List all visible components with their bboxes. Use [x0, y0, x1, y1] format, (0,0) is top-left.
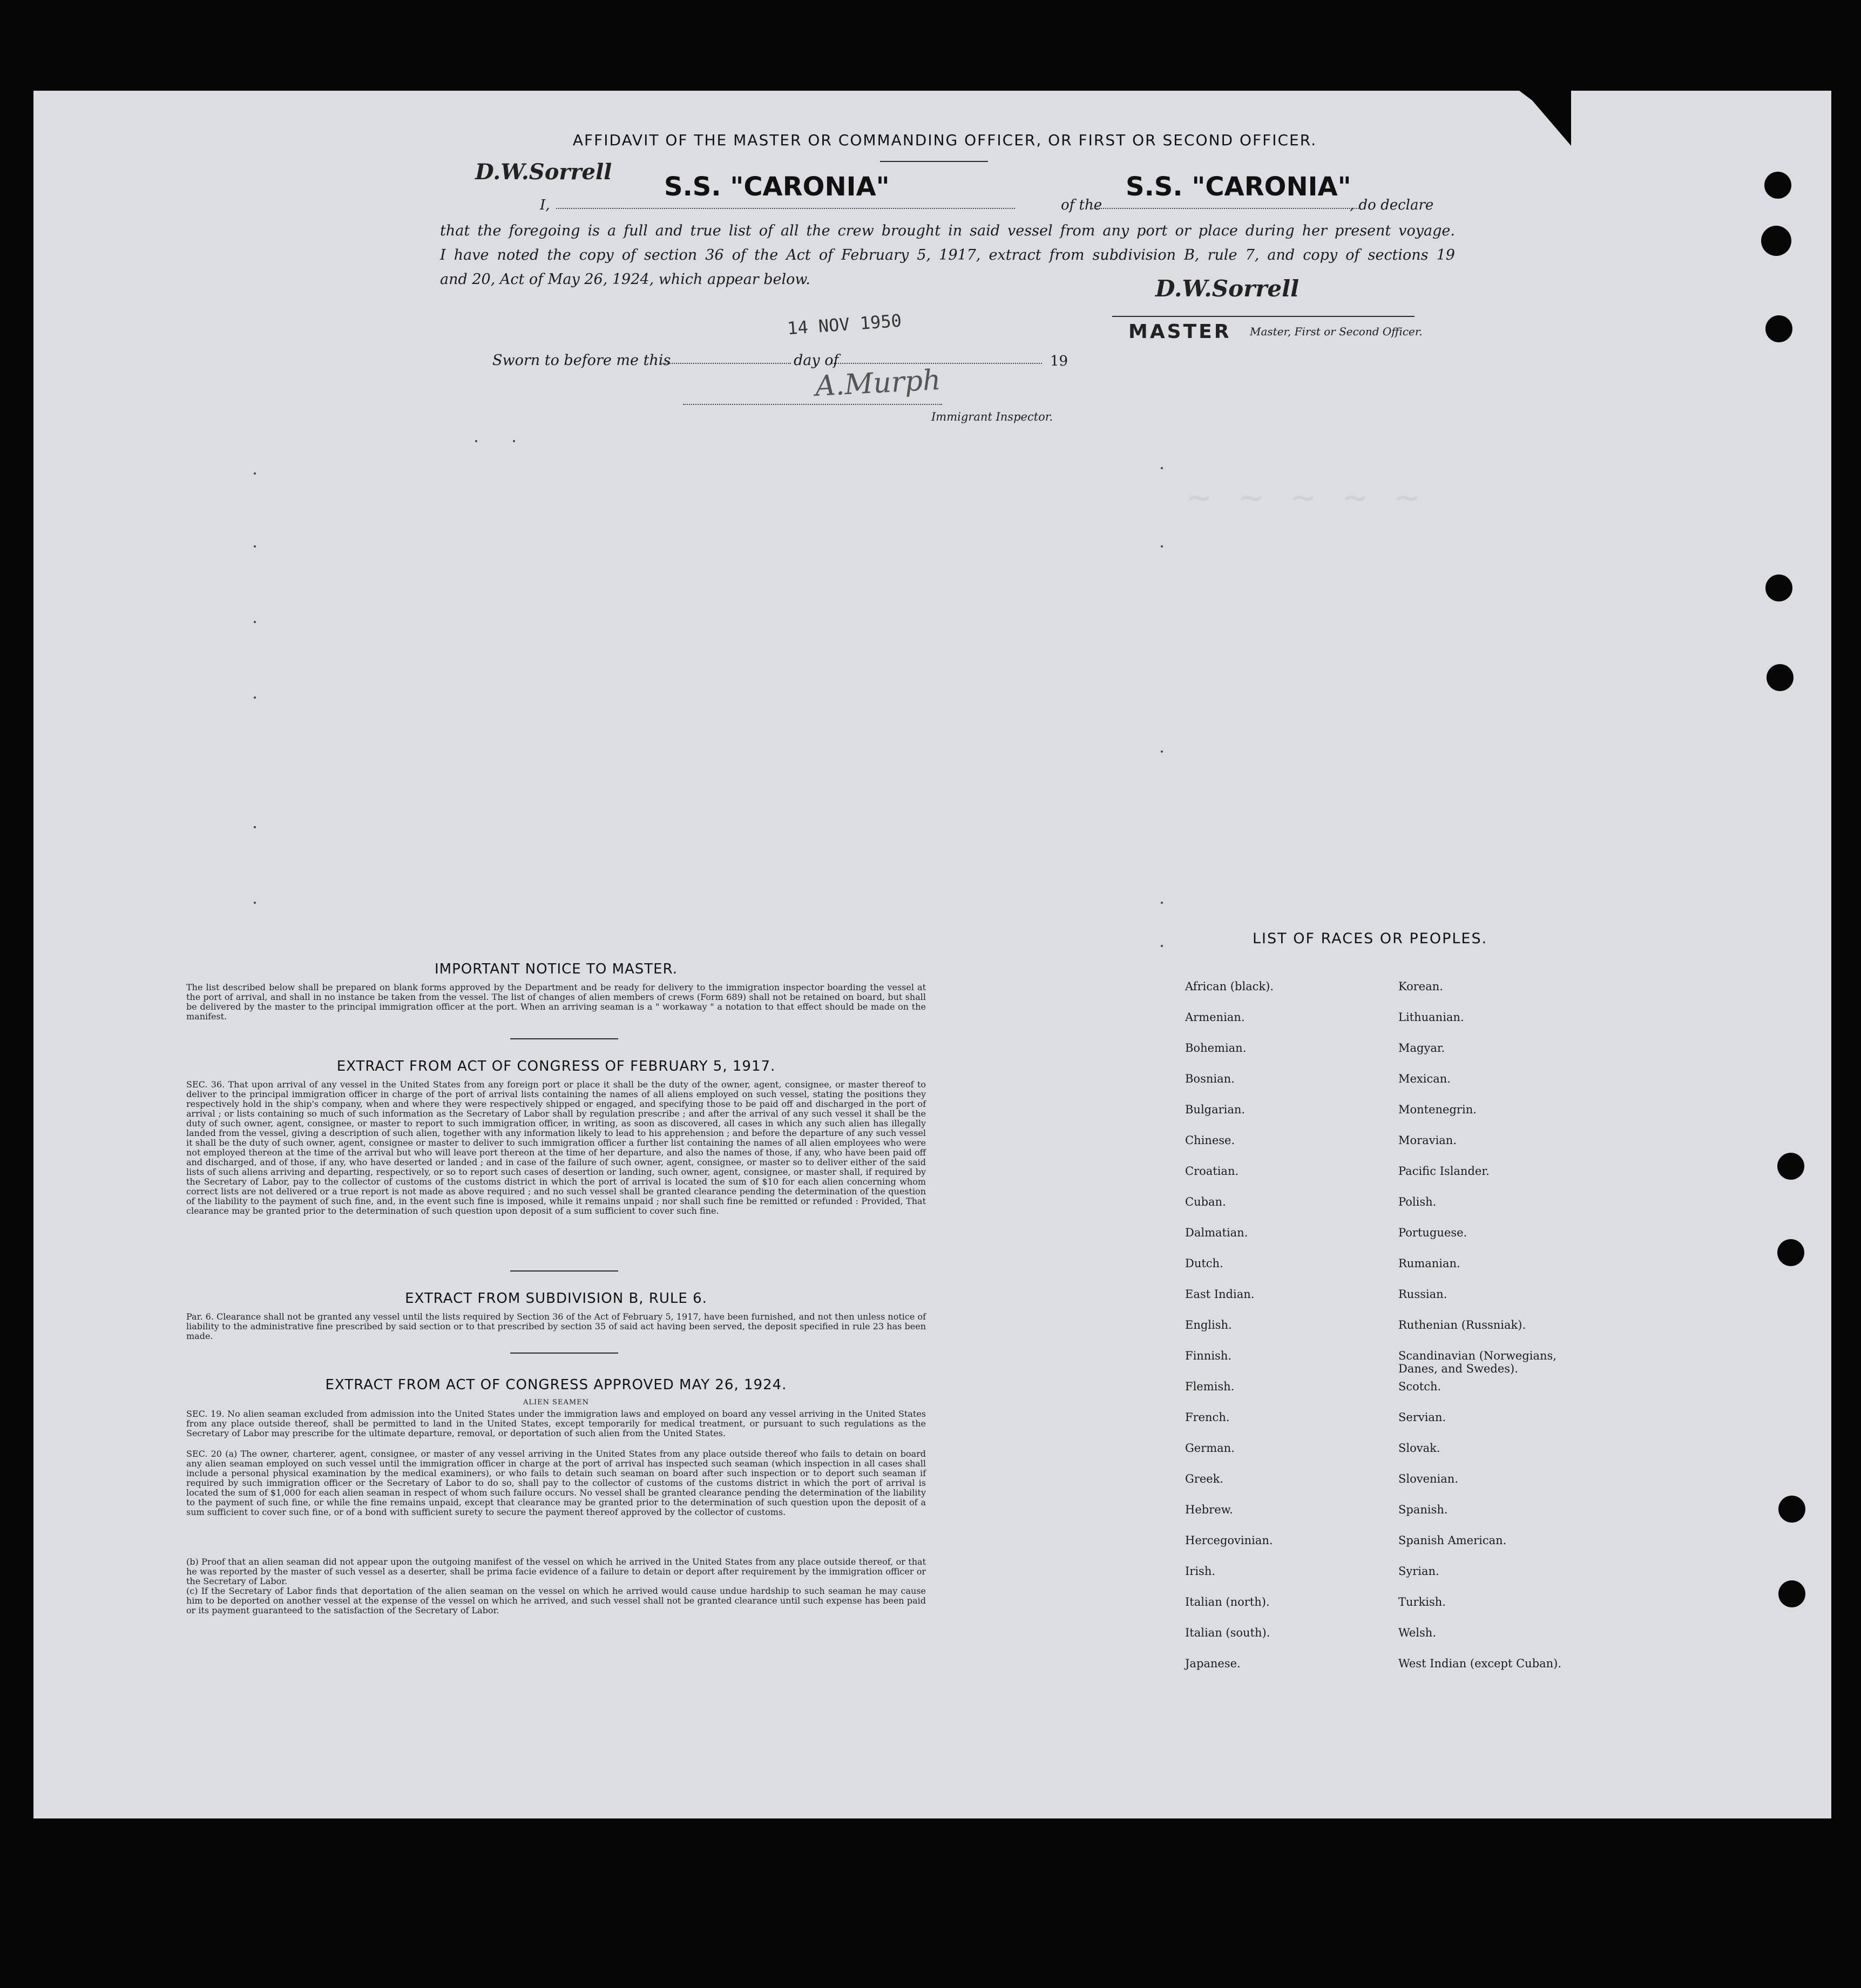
- race-item: Armenian.: [1185, 1011, 1245, 1024]
- race-item: Croatian.: [1185, 1165, 1239, 1178]
- race-item: Dalmatian.: [1185, 1226, 1248, 1239]
- bleed-through-mark: ~ ~ ~ ~ ~: [1188, 475, 1422, 519]
- race-item: Greek.: [1185, 1472, 1224, 1485]
- race-item: West Indian (except Cuban).: [1398, 1657, 1562, 1670]
- divider: [510, 1038, 618, 1039]
- speck: [1161, 902, 1163, 904]
- race-item: Slovenian.: [1398, 1472, 1458, 1485]
- race-item: Bohemian.: [1185, 1042, 1247, 1054]
- punch-hole: [1778, 1580, 1805, 1607]
- race-item: Finnish.: [1185, 1349, 1232, 1362]
- race-item: Cuban.: [1185, 1195, 1226, 1208]
- speck: [1161, 750, 1163, 753]
- race-item: Polish.: [1398, 1195, 1437, 1208]
- race-item: Turkish.: [1398, 1595, 1446, 1608]
- inspector-line: [683, 404, 942, 405]
- declaration-line-3: and 20, Act of May 26, 1924, which appear below.: [440, 271, 810, 288]
- race-item: Spanish American.: [1398, 1534, 1507, 1547]
- inspector-label: Immigrant Inspector.: [931, 410, 1053, 423]
- extract-rule6-title: EXTRACT FROM SUBDIVISION B, RULE 6.: [405, 1290, 707, 1307]
- affidavit-title: AFFIDAVIT OF THE MASTER OR COMMANDING OFFICER, OR FIRST OR SECOND OFFICER.: [572, 131, 1317, 149]
- date-stamp: 14 NOV 1950: [786, 310, 902, 339]
- race-item: Syrian.: [1398, 1565, 1439, 1578]
- race-item: French.: [1185, 1411, 1230, 1424]
- speck: [1161, 467, 1163, 469]
- race-item: Italian (south).: [1185, 1626, 1270, 1639]
- punch-hole: [1777, 1239, 1804, 1266]
- race-item: Mexican.: [1398, 1072, 1451, 1085]
- race-item: Montenegrin.: [1398, 1103, 1477, 1116]
- race-item: Portuguese.: [1398, 1226, 1467, 1239]
- extract-1917-text: SEC. 36. That upon arrival of any vessel in the United States from any foreign port or place it shall be the duty of the owner, agent, consignee, or master thereof to deliver to the principal immigration officer in charge of the port of arrival lists containing the names of all aliens employed on such vessel, stating the positions they respectively hold in the ship's company, when and where they were respectively shipped or engaged, and specifying those to be paid off and discharged in the port of arrival ; or lists containing so much of such information as the Secretary of Labor shall by regulation prescribe ; and after the arrival of any such vessel it shall be the duty of such owner, agent, consignee, or master to report to such immigration officer, in writing, as soon as discovered, all cases in which any such alien has illegally landed from the vessel, giving a description of such alien, together with any information likely to lead to his apprehension ; and before the departure of any such vessel it shall be the duty of such owner, agent, consignee or master to deliver to such immigration officer a further list containing the names of all alien employees who were not employed thereon at the time of the arrival but who will leave port thereon at the time of her departure, and also the names of those, if any, who have been paid off and discharged, and of those, if any, who have deserted or landed ; and in case of the failure of such owner, agent, consignee, or master so to deliver either of the said lists of such aliens arriving and departing, respectively, or so to report such cases of desertion or landing, such owner, agent, consignee, or master shall, if required by the Secretary of Labor, pay to the collector of customs of the customs district in which the port of arrival is located the sum of $10 for each alien concerning whom correct lists are not delivered or a true report is not made as above required ; and no such vessel shall be granted clearance pending the determination of the question of the liability to the payment of such fine, and, in the event such fine is imposed, while it remains unpaid ; nor shall such fine be remitted or refunded : Provided, That clearance may be granted prior to the determination of such question upon deposit of a sum sufficient to cover such fine.: [186, 1079, 926, 1216]
- sworn-label: Sworn to before me this: [492, 352, 671, 369]
- race-item: Italian (north).: [1185, 1595, 1270, 1608]
- race-item: Scandinavian (Norwegians, Danes, and Swedes).: [1398, 1349, 1557, 1375]
- notice-title: IMPORTANT NOTICE TO MASTER.: [434, 961, 678, 977]
- speck: [1161, 945, 1163, 947]
- divider: [510, 1353, 618, 1354]
- race-item: Slovak.: [1398, 1442, 1440, 1455]
- speck: [254, 902, 256, 904]
- day-of-label: day of: [794, 352, 839, 369]
- vessel-name-2: S.S. "CARONIA": [1126, 172, 1351, 202]
- speck: [513, 440, 515, 442]
- sec20c-text: (c) If the Secretary of Labor finds that deportation of the alien seaman on the vessel on which he arrived would cause undue hardship to such seaman he may cause him to be deported on another vessel at the expense of the vessel on which he arrived, and such vessel shall not be granted clearance until such expense has been paid or its payment guaranteed to the satisfaction of the Secretary of Labor.: [186, 1586, 926, 1615]
- speck: [254, 621, 256, 623]
- race-item: Korean.: [1398, 980, 1443, 993]
- master-stamp: MASTER: [1128, 321, 1231, 343]
- race-item: Flemish.: [1185, 1380, 1235, 1393]
- punch-hole: [1761, 226, 1791, 256]
- punch-hole: [1778, 1496, 1805, 1523]
- race-item: Spanish.: [1398, 1503, 1448, 1516]
- race-item: Bulgarian.: [1185, 1103, 1246, 1116]
- i-label: I,: [540, 197, 550, 213]
- race-item: Ruthenian (Russniak).: [1398, 1318, 1526, 1331]
- race-item: Bosnian.: [1185, 1072, 1235, 1085]
- race-item: Lithuanian.: [1398, 1011, 1464, 1024]
- race-item: Servian.: [1398, 1411, 1446, 1424]
- speck: [254, 697, 256, 699]
- race-item: Rumanian.: [1398, 1257, 1460, 1270]
- signature-line: [1112, 316, 1415, 317]
- do-declare-label: , do declare: [1350, 197, 1434, 213]
- race-item: Japanese.: [1185, 1657, 1241, 1670]
- extract-rule6-text: Par. 6. Clearance shall not be granted any vessel until the lists required by Section 36 of the Act of February 5, 1917, have been furnished, and not then unless notice of liability to the administrative fine prescribed by said section or to that prescribed by section 35 of said act having been served, the deposit specified in rule 23 has been made.: [186, 1311, 926, 1341]
- punch-hole: [1777, 1153, 1804, 1180]
- speck: [475, 440, 477, 442]
- name-line: [556, 208, 1015, 209]
- punch-hole: [1764, 172, 1791, 199]
- speck: [254, 826, 256, 828]
- declaration-line-1: that the foregoing is a full and true list of all the crew brought in said vessel from any port or place during her present voyage.: [440, 222, 1455, 239]
- punch-hole: [1765, 574, 1792, 601]
- punch-hole: [1767, 664, 1794, 691]
- race-item: Magyar.: [1398, 1042, 1445, 1054]
- sec19-text: SEC. 19. No alien seaman excluded from admission into the United States under the immigration laws and employed on board any vessel arriving in the United States from any place outside thereof, shall be permitted to land in the United States, except temporarily for medical treatment, or pursuant to such regulations as the Secretary of Labor may prescribe for the ultimate departure, removal, or deportation of such alien from the United States.: [186, 1409, 926, 1438]
- alien-seamen-subtitle: ALIEN SEAMEN: [523, 1398, 590, 1407]
- race-item: Chinese.: [1185, 1134, 1235, 1147]
- master-signature: D.W.Sorrell: [1155, 275, 1300, 302]
- speck: [254, 472, 256, 475]
- inspector-signature: A.Murph: [814, 363, 942, 403]
- vessel-name-1: S.S. "CARONIA": [664, 172, 890, 202]
- race-item: German.: [1185, 1442, 1235, 1455]
- declaration-line-2: I have noted the copy of section 36 of the Act of February 5, 1917, extract from subdivision B, rule 7, and copy of sections 19: [440, 247, 1455, 263]
- year-prefix: 19: [1050, 353, 1068, 369]
- race-item: Moravian.: [1398, 1134, 1457, 1147]
- race-item: Dutch.: [1185, 1257, 1223, 1270]
- signature-top: D.W.Sorrell: [475, 159, 612, 185]
- race-item: Irish.: [1185, 1565, 1216, 1578]
- divider: [880, 161, 988, 162]
- divider: [510, 1270, 618, 1272]
- race-item: English.: [1185, 1318, 1232, 1331]
- race-item: Hebrew.: [1185, 1503, 1233, 1516]
- race-item: Hercegovinian.: [1185, 1534, 1273, 1547]
- notice-text: The list described below shall be prepared on blank forms approved by the Department and be ready for delivery to the immigration inspector boarding the vessel at the port of arrival, and shall in no instance be taken from the vessel. The list of changes of alien members of crews (Form 689) shall not be retained on board, but shall be delivered by the master to the principal immigration officer at the port. When an arriving seaman is a " workaway " a notation to that effect should be made on the manifest.: [186, 982, 926, 1022]
- race-item: Welsh.: [1398, 1626, 1436, 1639]
- vessel-line: [1091, 208, 1361, 209]
- punch-hole: [1765, 315, 1792, 342]
- race-item: Russian.: [1398, 1288, 1447, 1301]
- of-the-label: of the: [1061, 197, 1102, 213]
- race-item: Pacific Islander.: [1398, 1165, 1490, 1178]
- race-item: Scotch.: [1398, 1380, 1442, 1393]
- extract-1924-title: EXTRACT FROM ACT OF CONGRESS APPROVED MAY 26, 1924.: [325, 1377, 787, 1393]
- speck: [1161, 545, 1163, 547]
- extract-1917-title: EXTRACT FROM ACT OF CONGRESS OF FEBRUARY 5, 1917.: [336, 1058, 776, 1074]
- sec20a-text: SEC. 20 (a) The owner, charterer, agent, consignee, or master of any vessel arriving in the United States from any place outside thereof who fails to detain on board any alien seaman employed on such vessel until the immigration officer in charge at the port of arrival has inspected such seaman (which inspection in all cases shall include a personal physical examination by the medical examiners), or who fails to detain such seaman on board after such inspection or to deport such seaman if required by such immigration officer or the Secretary of Labor to do so, shall pay to the collector of customs of the customs district in which the port of arrival is located the sum of $1,000 for each alien seaman in respect of whom such failure occurs. No vessel shall be granted clearance pending the determination of the liability to the payment of such fine, or while the fine remains unpaid, except that clearance may be granted prior to the determination of such question upon the deposit of a sum sufficient to cover such fine, or of a bond with sufficient surety to secure the payment thereof approved by the collector of customs.: [186, 1449, 926, 1517]
- day-line: [661, 363, 791, 364]
- sec20b-text: (b) Proof that an alien seaman did not appear upon the outgoing manifest of the vessel on which he arrived in the United States from any place outside thereof, or that he was reported by the master of such vessel as a deserter, shall be prima facie evidence of a failure to detain or deport after requirement by the immigration officer or the Secretary of Labor.: [186, 1557, 926, 1586]
- races-title: LIST OF RACES OR PEOPLES.: [1253, 930, 1488, 947]
- race-item: African (black).: [1185, 980, 1274, 993]
- speck: [254, 545, 256, 547]
- race-item: East Indian.: [1185, 1288, 1255, 1301]
- master-caption: Master, First or Second Officer.: [1250, 325, 1423, 338]
